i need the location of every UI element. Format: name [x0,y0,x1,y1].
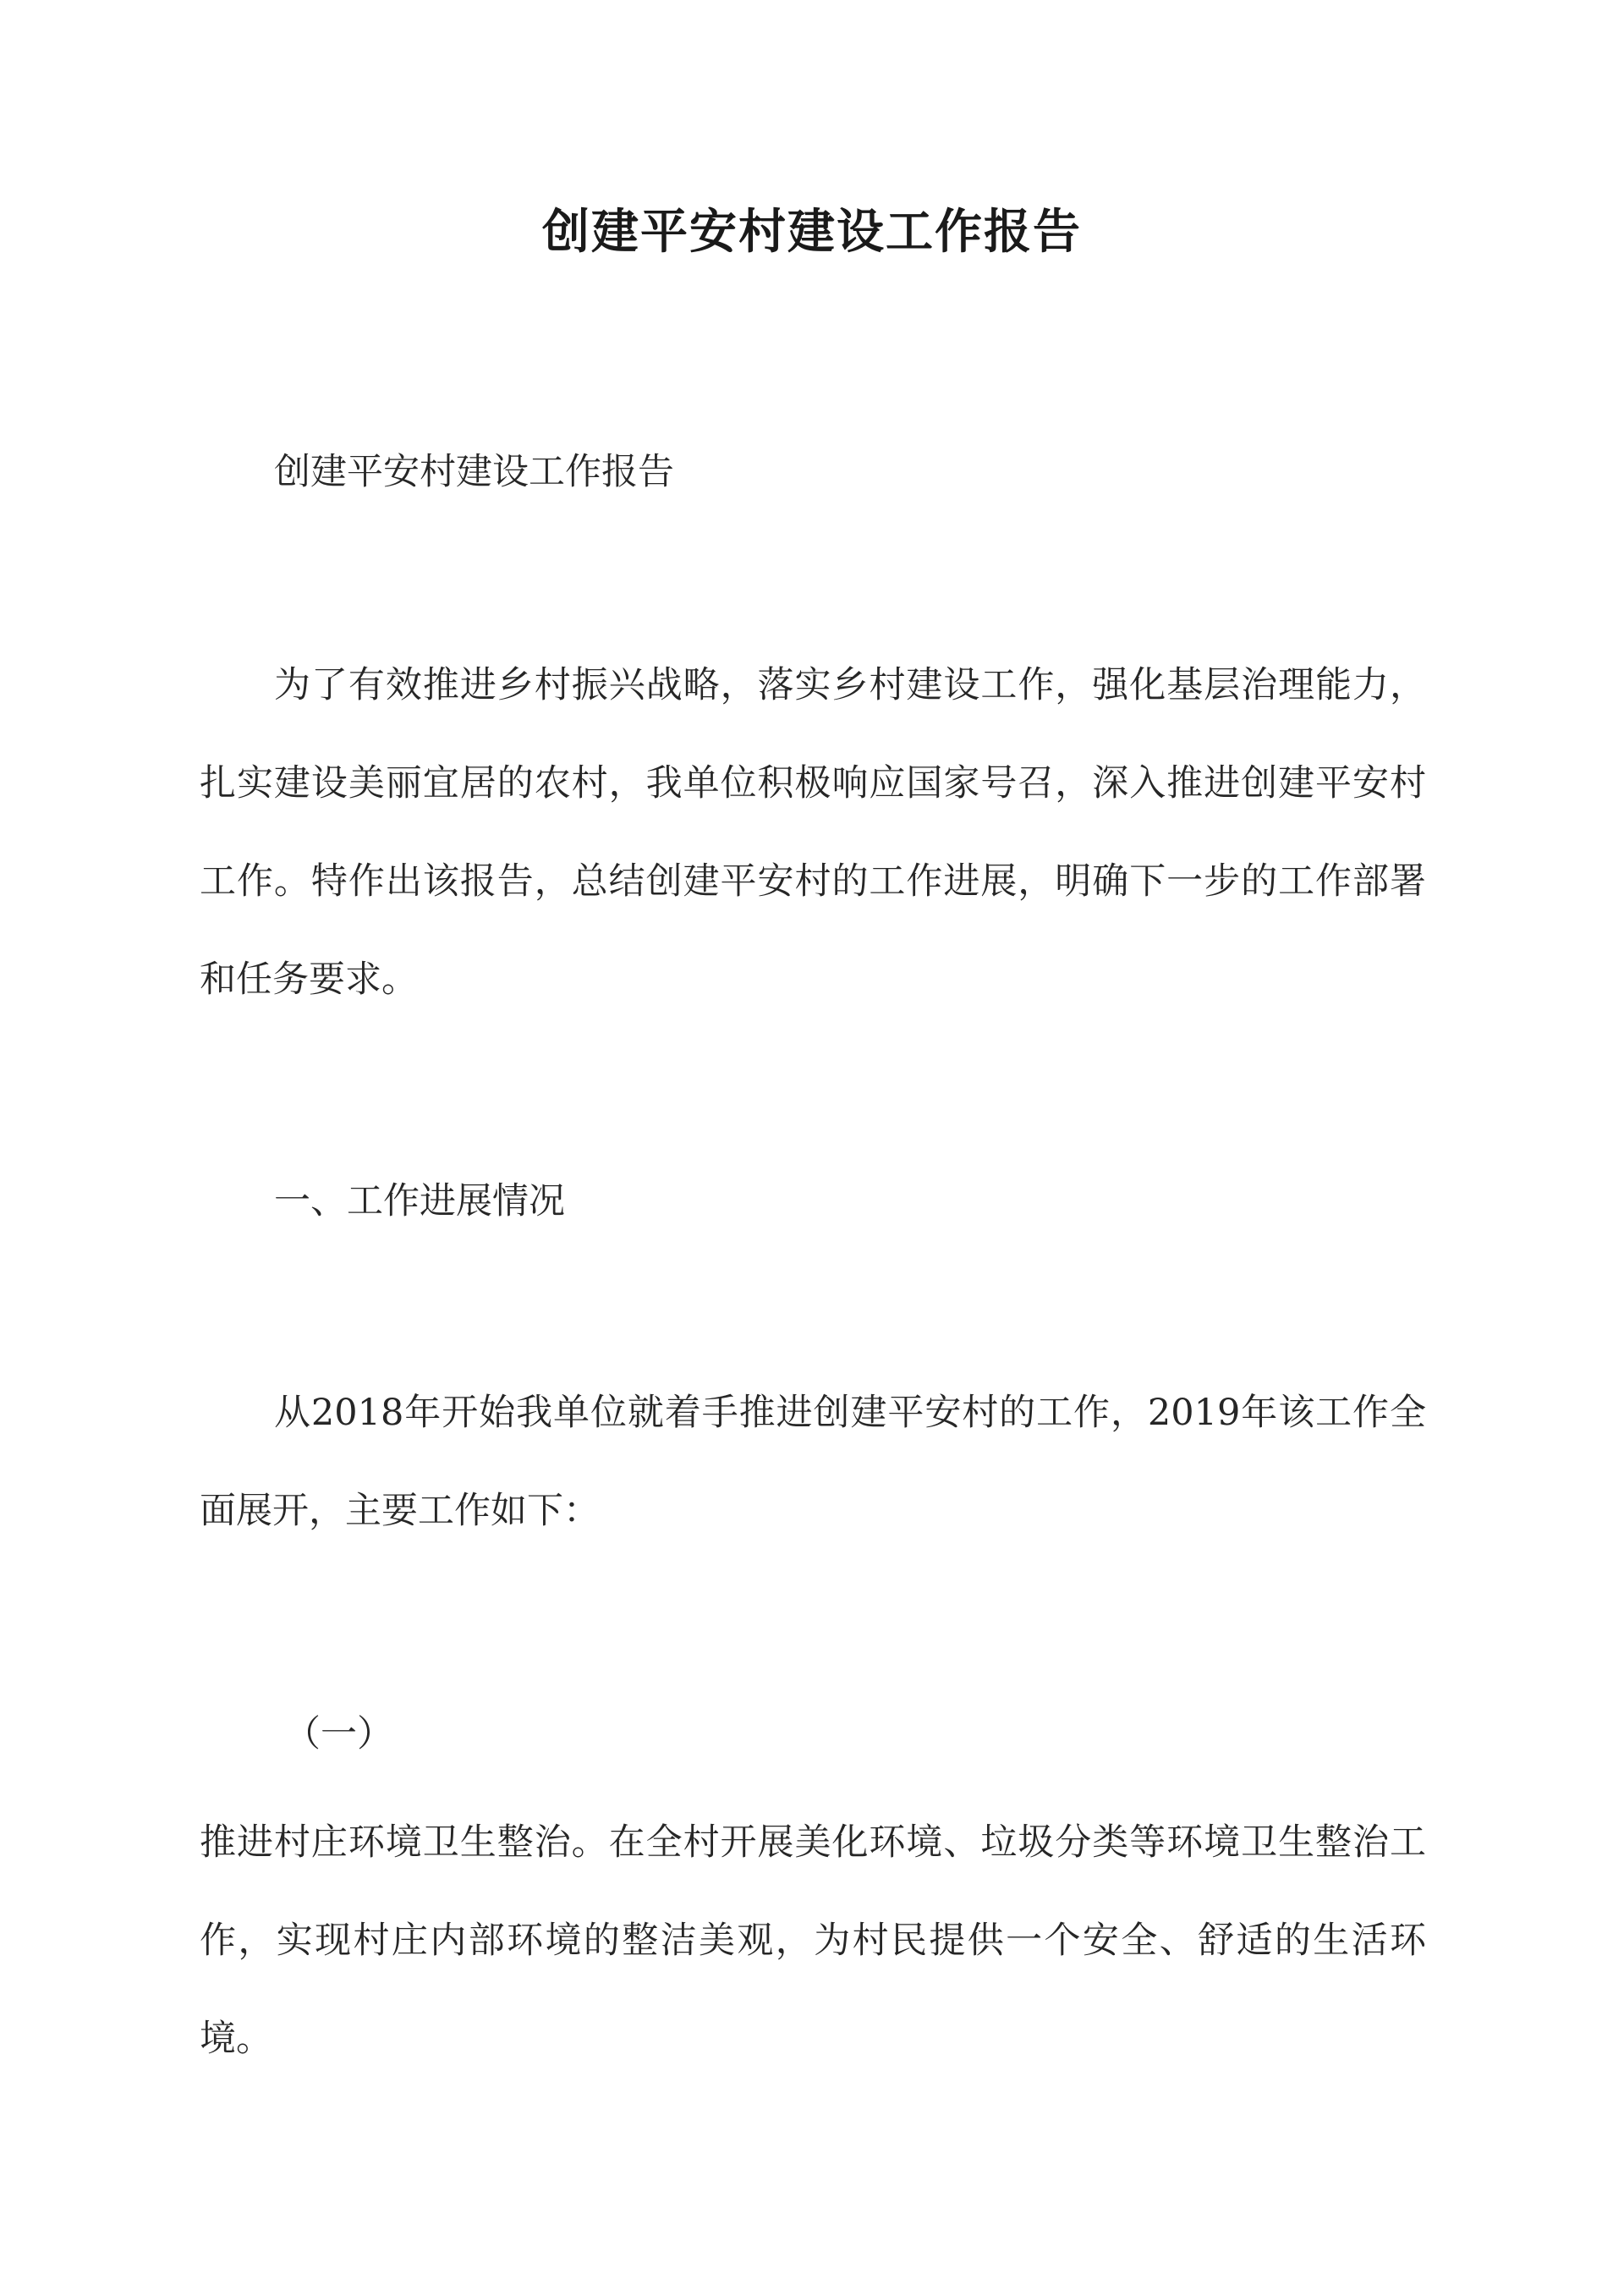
progress-intro-paragraph: 从2018年开始我单位就着手推进创建平安村的工作，2019年该工作全面展开，主要工作如下： [200,1392,1426,1532]
document-title: 创建平安村建设工作报告 [542,204,1082,260]
intro-paragraph: 为了有效推进乡村振兴战略，落实乡村建设工作，强化基层治理能力，扎实建设美丽宜居的农村，我单位积极响应国家号召，深入推进创建平安村工作。特作出该报告，总结创建平安村的工作进展，明确下一步的工作部署和任务要求。 [200,664,1426,1001]
item-paragraph: 推进村庄环境卫生整治。在全村开展美化环境、垃圾分类等环境卫生整治工作，实现村庄内部环境的整洁美观，为村民提供一个安全、舒适的生活环境。 [200,1821,1426,2060]
document-subtitle: 创建平安村建设工作报告 [274,451,674,493]
item-marker: （一） [284,1713,393,1755]
section-heading: 一、工作进展情况 [274,1180,565,1222]
